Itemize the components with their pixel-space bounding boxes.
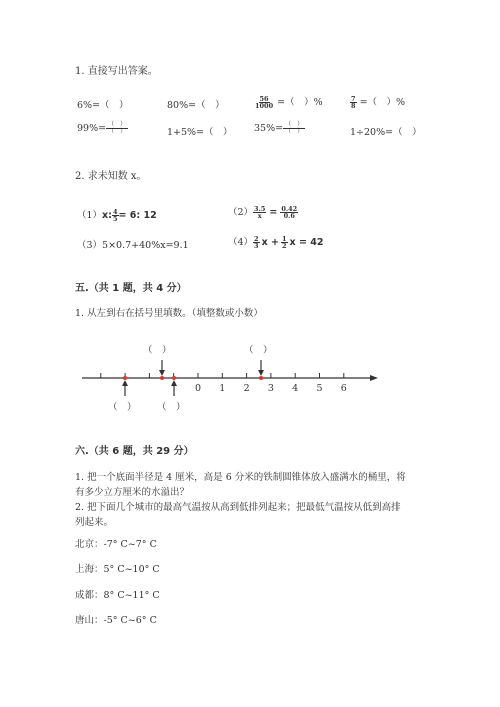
arrow-up-head: [122, 380, 128, 386]
fraction-56-1000: $\frac{56}{1000}$: [255, 94, 274, 110]
tick-marks: [101, 373, 344, 378]
section6-q2-line2: 列起来。: [75, 517, 114, 528]
equation-2: （2） $\frac{3.5}{x}$ = $\frac{0.42}{0.6}$: [228, 204, 298, 220]
blank-below-2[interactable]: （ ）: [157, 402, 186, 413]
fraction-3.5-x: $\frac{3.5}{x}$: [254, 204, 266, 220]
q-7-over-8: $\frac{7}{8}$ =（ ）%: [351, 94, 406, 110]
blank-fraction[interactable]: $\frac{( )}{( )}$: [108, 121, 127, 135]
section6-q1-line1: 1. 把一个底面半径是 4 厘米，高是 6 分米的铁制圆锥体放入盛满水的桶里，将: [75, 472, 406, 483]
equation-3: （3）5×0.7+40%x=9.1: [77, 240, 189, 251]
fraction-2-3: $\frac{2}{3}$: [254, 234, 259, 250]
tick-label: 1: [219, 383, 226, 394]
tick-label: 0: [194, 383, 202, 394]
q-6-percent: 6%=（ ）: [77, 100, 129, 111]
section6-q1-line2: 有多少立方厘米的水溢出？: [75, 487, 190, 498]
red-mark: [160, 376, 164, 380]
fraction-7-8: $\frac{7}{8}$: [351, 94, 356, 110]
tick-labels: [195, 383, 347, 394]
q-80-percent: 80%=（ ）: [167, 100, 225, 111]
fraction-4-5: $\frac{4}{5}$: [112, 207, 118, 223]
q-99-percent: 99%= $\frac{( )}{( )}$: [77, 121, 127, 135]
tick-label: 3: [267, 383, 274, 394]
arrow-up-head: [171, 380, 177, 386]
city-chengdu: 成都：8° C~11° C: [75, 590, 160, 601]
section5-question-1: 1. 从左到右在括号里填数。（填整数或小数）: [75, 308, 263, 319]
q-56-over-1000: $\frac{56}{1000}$ =（ ）%: [255, 94, 323, 110]
q-35-percent: 35%= $\frac{( )}{( )}$: [254, 121, 304, 135]
tick-label: 2: [243, 383, 250, 394]
q-1-plus-5-percent: 1+5%=（ ）: [167, 127, 233, 138]
red-mark: [123, 376, 127, 380]
arrow-down-head: [159, 370, 165, 376]
city-shanghai: 上海：5° C~10° C: [75, 564, 160, 575]
fraction-1-2: $\frac{1}{2}$: [281, 234, 287, 250]
tick-label: 5: [316, 383, 323, 394]
number-line: [0, 340, 500, 420]
fraction-0.42-0.6: $\frac{0.42}{0.6}$: [281, 204, 298, 220]
blank-above-1[interactable]: （ ）: [143, 345, 172, 356]
city-tangshan: 唐山：-5° C~6° C: [75, 615, 157, 626]
section6-q2-line1: 2. 把下面几个城市的最高气温按从高到低排列起来；把最低气温按从低到高排: [75, 502, 401, 513]
equation-1: （1）x: $\frac{4}{5}$ = 6: 12: [77, 207, 157, 223]
section5-title: 五.（共 1 题，共 4 分）: [75, 283, 187, 294]
section1-heading: 1. 直接写出答案。: [75, 66, 158, 77]
q-1-div-20-percent: 1÷20%=（ ）: [350, 127, 422, 138]
blank-above-2[interactable]: （ ）: [244, 345, 273, 356]
tick-label: 6: [340, 383, 347, 394]
blank-fraction[interactable]: $\frac{( )}{( )}$: [285, 121, 304, 135]
equation-4: （4） $\frac{2}{3}$ x + $\frac{1}{2}$ x = 42: [228, 234, 324, 250]
red-mark: [172, 376, 176, 380]
arrow-down-head: [258, 370, 264, 376]
section6-title: 六.（共 6 题，共 29 分）: [75, 446, 194, 457]
section2-heading: 2. 求未知数 x。: [75, 171, 147, 182]
blank-below-1[interactable]: （ ）: [108, 402, 137, 413]
red-mark: [259, 376, 263, 380]
city-beijing: 北京：-7° C~7° C: [75, 539, 157, 550]
axis-arrowhead: [370, 375, 378, 381]
tick-label: 4: [292, 383, 299, 394]
